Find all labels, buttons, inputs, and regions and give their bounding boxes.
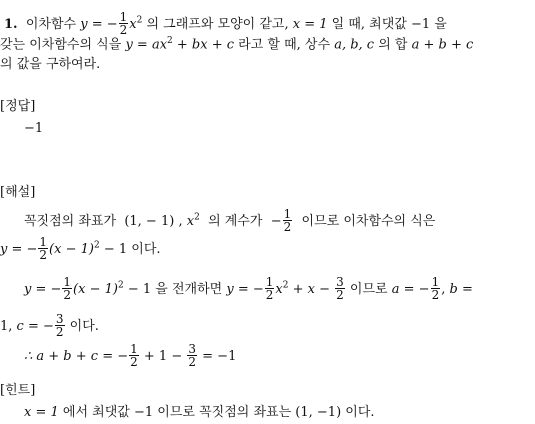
math-expression: a = − [391, 282, 430, 297]
solution-line-2 [0, 237, 161, 262]
problem-text: 갖는 이차함수의 식을 [0, 37, 122, 53]
fraction [129, 343, 139, 368]
math-expression: x [186, 214, 195, 229]
solution-line-3 [24, 277, 473, 302]
solution-text: 이므로 [349, 282, 388, 297]
math-expression: y = − [226, 282, 264, 297]
math-expression: −1 [410, 17, 431, 32]
exponent: 2 [282, 280, 289, 291]
problem-text: 의 합 [378, 37, 408, 53]
fraction-numerator: 1 [265, 275, 274, 289]
fraction-numerator: 1 [283, 207, 292, 221]
fraction-numerator: 1 [39, 235, 48, 249]
problem-text: 라고 할 때, 상수 [238, 37, 331, 53]
math-expression: y = − [0, 242, 38, 257]
fraction [265, 276, 275, 301]
math-expression: − [270, 214, 282, 229]
fraction [335, 276, 345, 301]
solution-text: 을 전개하면 [155, 282, 223, 297]
fraction-numerator: 3 [55, 312, 64, 326]
problem-line-3 [0, 58, 100, 71]
problem-line-1 [4, 12, 447, 37]
math-expression: − 1 [127, 282, 152, 297]
math-expression: y = − [80, 17, 118, 32]
math-expression: (x − 1) [49, 242, 94, 257]
math-expression: ∴ a + b + c = − [24, 349, 129, 364]
fraction-denominator: 2 [336, 288, 344, 302]
math-expression: + 1 − [143, 349, 183, 364]
problem-text: 의 값을 구하여라. [0, 57, 101, 72]
math-expression: x = 1 [292, 17, 328, 32]
fraction [431, 276, 441, 301]
solution-label: [해설] [0, 185, 36, 200]
math-expression: (1, − 1) [124, 214, 175, 229]
math-expression: = −1 [202, 349, 237, 364]
math-expression: c = − [16, 319, 54, 334]
fraction-denominator: 2 [130, 355, 138, 369]
problem-text: 일 때, 최댓값 [331, 17, 407, 32]
solution-text: 의 계수가 [208, 214, 263, 229]
math-expression: y = ax [125, 37, 168, 53]
hint-label: [힌트] [0, 383, 36, 398]
fraction-denominator: 2 [188, 355, 197, 369]
solution-text: 이다. [69, 319, 99, 334]
solution-line-1 [24, 209, 435, 234]
fraction-denominator: 2 [39, 248, 48, 262]
hint-text: 이므로 꼭짓점의 좌표는 [157, 405, 292, 420]
solution-text: , [178, 214, 183, 229]
math-expression: x = 1 [24, 405, 59, 420]
hint-text: 이다. [345, 405, 375, 420]
fraction-denominator: 2 [63, 288, 72, 302]
solution-text: 이므로 이차함수의 식은 [301, 214, 436, 229]
math-expression: x [129, 17, 137, 32]
hint-text: 에서 최댓값 [62, 405, 130, 420]
math-expression: y = − [24, 282, 62, 297]
fraction-numerator: 3 [188, 342, 197, 356]
problem-text: 의 그래프와 모양이 같고, [146, 17, 289, 32]
fraction [38, 236, 48, 261]
fraction-denominator: 2 [265, 288, 274, 302]
math-expression: , [441, 282, 446, 297]
fraction [119, 11, 129, 36]
math-expression: b = [449, 282, 473, 297]
fraction-denominator: 2 [283, 220, 292, 234]
solution-line-4 [0, 314, 99, 339]
solution-text: 이다. [131, 242, 161, 257]
fraction [187, 343, 197, 368]
fraction-numerator: 1 [431, 275, 440, 289]
math-expression: a + b + c [411, 37, 474, 53]
exponent: 2 [194, 212, 200, 223]
solution-line-5 [24, 344, 236, 369]
fraction-numerator: 1 [130, 342, 138, 356]
math-expression: (x − 1) [73, 282, 118, 297]
exponent: 2 [136, 15, 143, 26]
fraction-denominator: 2 [119, 23, 128, 37]
solution-text: 꼭짓점의 좌표가 [24, 214, 117, 229]
exponent: 2 [167, 36, 173, 46]
problem-text: 을 [434, 17, 447, 32]
math-expression: (1, −1) [295, 405, 342, 420]
math-expression: − 1 [103, 242, 128, 257]
math-expression: −1 [133, 405, 154, 420]
fraction [283, 208, 293, 233]
fraction-numerator: 1 [119, 10, 128, 24]
answer-value: −1 [24, 121, 44, 136]
math-expression: a, b, c [334, 37, 375, 53]
answer-label: [정답] [0, 99, 36, 114]
exponent: 2 [93, 240, 100, 251]
exponent: 2 [117, 280, 124, 291]
math-expression: 1, [0, 319, 13, 334]
math-expression: x [275, 282, 283, 297]
math-expression: + x − [292, 282, 330, 297]
fraction-numerator: 1 [63, 275, 72, 289]
fraction [55, 313, 65, 338]
fraction [62, 276, 72, 301]
fraction-numerator: 3 [336, 275, 344, 289]
problem-line-2 [0, 37, 473, 51]
fraction-denominator: 2 [55, 325, 64, 339]
math-expression: + bx + c [176, 37, 235, 53]
problem-number: 1. [4, 17, 18, 32]
fraction-denominator: 2 [431, 288, 440, 302]
hint-line [24, 406, 375, 419]
problem-text: 이차함수 [25, 17, 77, 32]
